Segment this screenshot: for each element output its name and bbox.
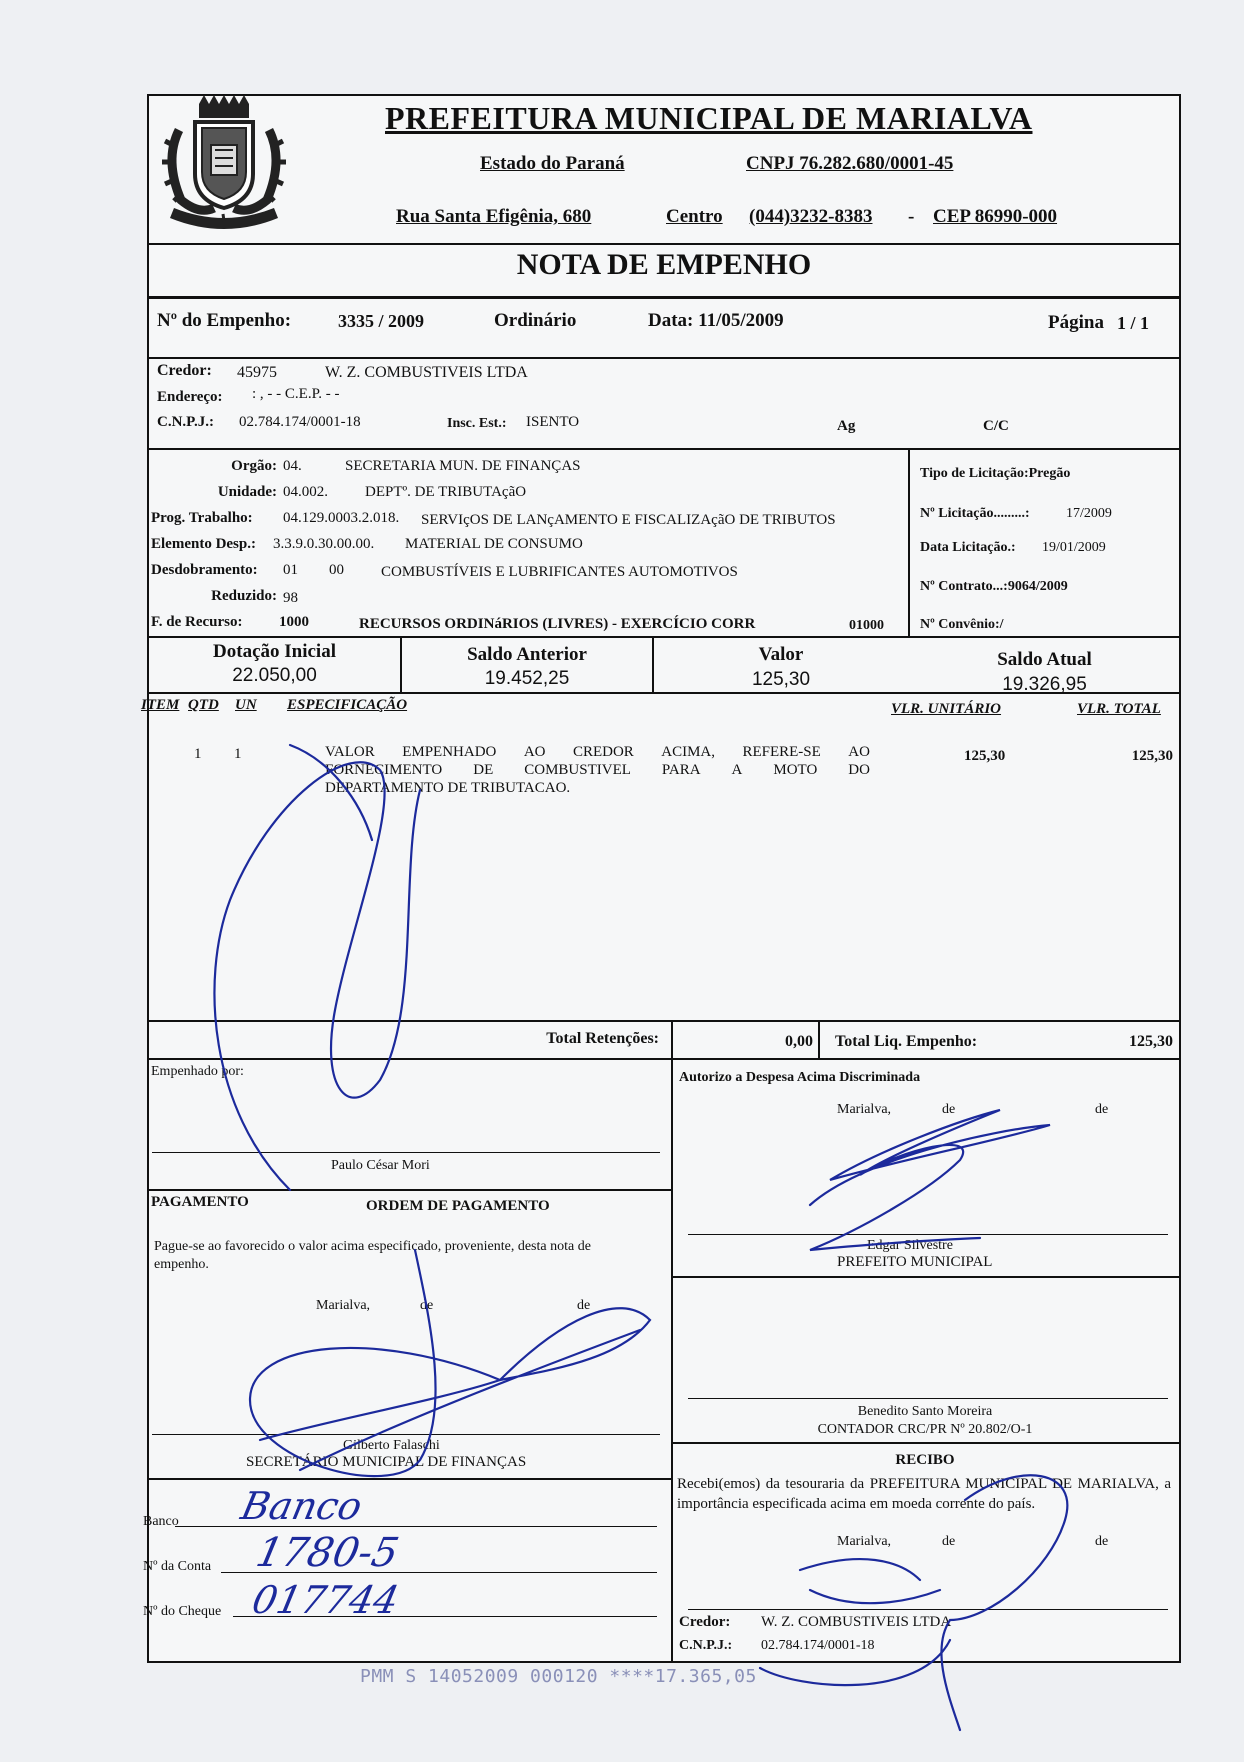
col-item: ITEM (141, 697, 180, 713)
insc-est-label: Insc. Est.: (447, 416, 507, 431)
data-empenho: Data: 11/05/2009 (648, 310, 784, 331)
saldo-atual-label: Saldo Atual (997, 649, 1092, 670)
insc-est: ISENTO (526, 414, 580, 430)
dotacao-inicial-label: Dotação Inicial (213, 641, 336, 662)
total-liquido-label: Total Liq. Empenho: (835, 1033, 978, 1050)
item-valor-unitario: 125,30 (964, 748, 1006, 764)
empenhado-por-nome: Paulo César Mori (331, 1158, 430, 1173)
numero-licitacao-label: Nº Licitação.........: (920, 506, 1030, 521)
elemento-despesa: MATERIAL DE CONSUMO (405, 536, 583, 552)
doc-title: NOTA DE EMPENHO (516, 248, 812, 281)
total-liquido: 125,30 (1129, 1033, 1173, 1050)
desdobramento-a: 01 (283, 562, 298, 578)
item-numero: 1 (194, 746, 202, 762)
recibo-label: RECIBO (895, 1452, 955, 1468)
pagamento-marialva: Marialva, (316, 1298, 371, 1313)
recibo-texto: Recebi(emos) da tesouraria da PREFEITURA MUNICIPAL DE MARIALVA, a importância especificada acima em moeda corrente do país. (677, 1476, 1171, 1512)
col-valor-unitario: VLR. UNITÁRIO (891, 701, 1002, 717)
saldo-anterior: 19.452,25 (484, 668, 570, 689)
coat-of-arms-icon (159, 90, 289, 230)
ordem-pagamento-texto: Pague-se ao favorecido o valor acima especificado, proveniente, desta nota de empenho. (154, 1239, 591, 1272)
autorizo-marialva: Marialva, (837, 1102, 892, 1117)
unidade-codigo: 04.002. (283, 484, 328, 500)
numero-empenho-label: Nº do Empenho: (157, 310, 292, 331)
desdobramento: COMBUSTÍVEIS E LUBRIFICANTES AUTOMOTIVOS (381, 564, 738, 580)
cnpj-prefeitura: CNPJ 76.282.680/0001-45 (746, 153, 954, 174)
reduzido: 98 (283, 590, 298, 606)
orgao: SECRETARIA MUN. DE FINANÇAS (345, 458, 581, 474)
tipo-licitacao: Tipo de Licitação:Pregão (920, 466, 1071, 481)
reduzido-label: Reduzido: (211, 588, 277, 604)
credor-nome: W. Z. COMBUSTIVEIS LTDA (325, 364, 528, 381)
col-valor-total: VLR. TOTAL (1077, 701, 1161, 717)
tipo-empenho: Ordinário (494, 310, 577, 331)
prog-trabalho-codigo: 04.129.0003.2.018. (283, 510, 400, 526)
total-retencoes: 0,00 (785, 1033, 813, 1050)
prog-trabalho: SERVIçOS DE LANçAMENTO E FISCALIZAçãO DE TRIBUTOS (421, 512, 836, 528)
valor-label: Valor (758, 644, 804, 665)
header-separator: - (908, 206, 915, 227)
fonte-recurso-codigo: 1000 (279, 614, 309, 630)
pagamento-label: PAGAMENTO (151, 1194, 249, 1210)
fonte-recurso: RECURSOS ORDINáRIOS (LIVRES) - EXERCÍCIO CORR (359, 616, 756, 632)
pagamento-de-1: de (420, 1298, 434, 1313)
elemento-despesa-codigo: 3.3.9.0.30.00.00. (273, 536, 375, 552)
numero-licitacao: 17/2009 (1066, 506, 1112, 521)
bairro: Centro (666, 206, 723, 227)
cnpj-credor: 02.784.174/0001-18 (239, 414, 361, 430)
numero-convenio: Nº Convênio:/ (920, 617, 1004, 632)
banco-manuscrito: Banco (237, 1484, 366, 1528)
credor-codigo: 45975 (237, 364, 277, 381)
prefeito-nome: Edgar Silvestre (867, 1238, 953, 1253)
cep-prefeitura: CEP 86990-000 (933, 206, 1058, 227)
autenticacao-mecanica: PMM S 14052009 000120 ****17.365,05 (360, 1666, 757, 1687)
col-especificacao: ESPECIFICAÇÃO (287, 697, 408, 713)
numero-cheque-manuscrito: 017744 (248, 1578, 403, 1622)
numero-conta-manuscrito: 1780-5 (252, 1530, 403, 1576)
dotacao-inicial: 22.050,00 (232, 665, 317, 686)
nota-de-empenho-form (141, 94, 1181, 1663)
ordem-pagamento-label: ORDEM DE PAGAMENTO (366, 1198, 550, 1214)
endereco-label: Endereço: (157, 389, 223, 405)
data-licitacao-label: Data Licitação.: (920, 540, 1016, 555)
item-especificacao-linha1: VALOR EMPENHADO AO CREDOR ACIMA, REFERE-SE AO (325, 744, 870, 760)
autorizo-despesa: Autorizo a Despesa Acima Discriminada (679, 1070, 921, 1085)
item-quantidade: 1 (234, 746, 242, 762)
orgao-codigo: 04. (283, 458, 302, 474)
item-especificacao-linha2: FORNECIMENTO DE COMBUSTIVEL PARA A MOTO DO (325, 762, 870, 778)
recibo-de-1: de (942, 1534, 956, 1549)
estado: Estado do Paraná (480, 153, 625, 174)
fonte-recurso-label: F. de Recurso: (151, 614, 243, 630)
endereco-prefeitura: Rua Santa Efigênia, 680 (396, 206, 592, 227)
cnpj-credor-label: C.N.P.J.: (157, 414, 214, 430)
pagina-label: Página (1048, 312, 1104, 333)
secretario-cargo: SECRETÁRIO MUNICIPAL DE FINANÇAS (246, 1454, 527, 1470)
numero-cheque-label: Nº do Cheque (143, 1604, 222, 1619)
agencia-label: Ag (837, 418, 856, 434)
total-retencoes-label: Total Retenções: (546, 1030, 659, 1047)
numero-conta-label: Nº da Conta (143, 1559, 212, 1574)
elemento-despesa-label: Elemento Desp.: (151, 536, 256, 552)
telefone: (044)3232-8383 (749, 206, 873, 227)
autorizo-de-1: de (942, 1102, 956, 1117)
item-valor-total: 125,30 (1131, 748, 1173, 764)
contador-cargo: CONTADOR CRC/PR Nº 20.802/O-1 (817, 1422, 1033, 1437)
credor-label: Credor: (157, 362, 212, 379)
pagamento-de-2: de (577, 1298, 591, 1313)
contador-nome: Benedito Santo Moreira (857, 1404, 993, 1419)
pagina: 1 / 1 (1117, 313, 1150, 333)
col-qtd: QTD (188, 697, 219, 713)
valor: 125,30 (751, 669, 811, 690)
fonte-recurso-numero: 01000 (849, 618, 884, 633)
prefeito-cargo: PREFEITO MUNICIPAL (837, 1254, 993, 1270)
numero-contrato: Nº Contrato...:9064/2009 (920, 579, 1068, 594)
recibo-credor-label: Credor: (679, 1614, 731, 1630)
item-especificacao-linha3: DEPARTAMENTO DE TRIBUTACAO. (325, 780, 571, 796)
credor-endereco: : , - - C.E.P. - - (252, 386, 340, 402)
unidade-label: Unidade: (217, 484, 277, 500)
prefeitura-title: PREFEITURA MUNICIPAL DE MARIALVA (385, 100, 1033, 136)
desdobramento-b: 00 (329, 562, 344, 578)
numero-empenho: 3335 / 2009 (338, 311, 425, 331)
orgao-label: Orgão: (231, 458, 277, 474)
col-un: UN (235, 697, 257, 713)
banco-label: Banco (143, 1514, 179, 1529)
data-licitacao: 19/01/2009 (1042, 540, 1106, 555)
recibo-marialva: Marialva, (837, 1534, 892, 1549)
secretario-nome: Gilberto Falaschi (343, 1438, 440, 1453)
recibo-de-2: de (1095, 1534, 1109, 1549)
prog-trabalho-label: Prog. Trabalho: (151, 510, 253, 526)
recibo-cnpj: 02.784.174/0001-18 (761, 1638, 875, 1653)
autorizo-de-2: de (1095, 1102, 1109, 1117)
desdobramento-label: Desdobramento: (151, 562, 258, 578)
conta-corrente-label: C/C (983, 418, 1009, 434)
recibo-credor: W. Z. COMBUSTIVEIS LTDA (761, 1614, 952, 1630)
unidade: DEPTº. DE TRIBUTAçãO (365, 484, 527, 500)
recibo-cnpj-label: C.N.P.J.: (679, 1638, 733, 1653)
saldo-atual: 19.326,95 (1002, 674, 1087, 695)
saldo-anterior-label: Saldo Anterior (467, 644, 587, 665)
empenhado-por-label: Empenhado por: (151, 1064, 244, 1079)
